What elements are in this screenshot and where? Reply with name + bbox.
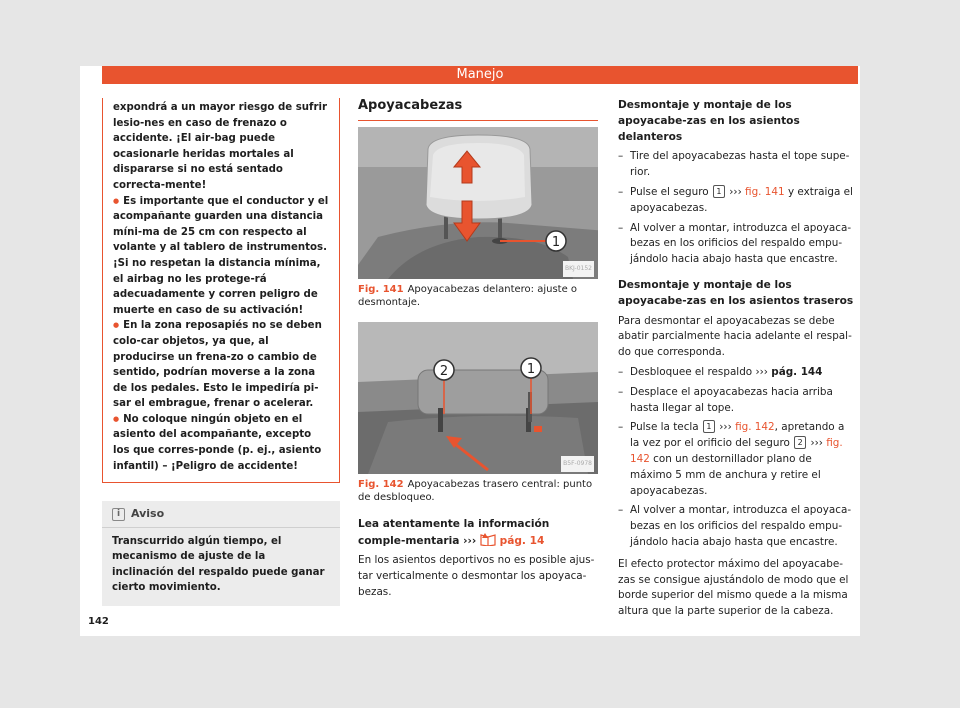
note-text: Transcurrido algún tiempo, el mecanismo de ajuste de la inclinación del respaldo puede ganar cierto movimiento. xyxy=(112,536,325,594)
reference-arrow: ››› xyxy=(810,437,823,450)
note-header xyxy=(102,501,340,528)
section-title: Apoyacabezas xyxy=(358,98,598,121)
figure-link[interactable]: fig. 141 xyxy=(745,185,785,198)
front-headrest-illustration xyxy=(358,127,598,279)
warning-box xyxy=(102,98,340,483)
figure-code: BKJ-0152 xyxy=(563,261,594,277)
figure-link[interactable]: fig. 142 xyxy=(735,421,775,434)
callout-1: 1 xyxy=(526,361,536,377)
warning-bullet: ● En la zona reposapiés no se deben colo-car objetos, ya que, al producirse un frena-zo o cambio de sentido, podrían moverse a la zona de los pedales. Esto le impediría pi-sar el embrague, frenar o acelerar. xyxy=(113,318,329,412)
figure-caption-text: Apoyacabezas trasero central: punto de desbloqueo. xyxy=(358,478,593,504)
figure-label: Fig. 141 xyxy=(358,283,404,295)
step-item: – Desbloquee el respaldo ››› pág. 144 xyxy=(618,365,856,381)
page-number: 142 xyxy=(88,616,109,627)
reference-arrow: ››› xyxy=(755,365,768,378)
body-text: El efecto protector máximo del apoyacabe-zas se consigue ajustándolo de modo que el borde superior del mismo quede a la misma altura que la parte superior de la cabeza. xyxy=(618,557,849,618)
step-item: – Pulse la tecla 1 ››› fig. 142, apretando a la vez por el orificio del seguro 2 ››› fig. 142 con un destornillador plano de máximo 5 mm de anchura y retire el apoyacabezas. xyxy=(618,420,856,499)
callout-2: 2 xyxy=(439,363,449,379)
body-text: Para desmontar el apoyacabezas se debe abatir parcialmente hacia adelante el respal-do que corresponda. xyxy=(618,314,852,359)
warning-bullet: ● Es importante que el conductor y el acompañante guarden una distancia míni-ma de 25 cm con respecto al volante y al tablero de instrumentos. ¡Si no respetan la distancia mínima, el airbag no les protege-rá adecuadamente y corren peligro de muerte en caso de su activación! xyxy=(113,194,329,319)
warning-paragraph: expondrá a un mayor riesgo de sufrir lesio-nes en caso de frenazo o accidente. ¡El air-bag puede ocasionarle heridas mortales al dispararse si no está sentado correcta-mente! xyxy=(113,102,327,191)
figure-code: B5F-0978 xyxy=(561,456,594,472)
page-reference[interactable]: pág. 14 xyxy=(499,534,545,547)
step-item: – Al volver a montar, introduzca el apoyaca-bezas en los orificios del respaldo empu-jándolo hacia abajo hasta que encastre. xyxy=(618,221,856,268)
info-icon: i xyxy=(112,508,125,521)
left-column xyxy=(102,98,340,606)
reference-arrow: ››› xyxy=(463,534,477,547)
middle-column xyxy=(358,98,598,603)
subheading-rear: Desmontaje y montaje de los apoyacabe-zas en los asientos traseros xyxy=(618,278,854,307)
figure-label: Fig. 142 xyxy=(358,478,404,490)
step-item: – Tire del apoyacabezas hasta el tope supe-rior. xyxy=(618,149,856,181)
reference-arrow: ››› xyxy=(729,185,742,198)
subheading-front: Desmontaje y montaje de los apoyacabe-zas en los asientos delanteros xyxy=(618,99,800,143)
step-item: – Pulse el seguro 1 ››› fig. 141 y extraiga el apoyacabezas. xyxy=(618,185,856,217)
figure-link[interactable]: fig. 142 xyxy=(630,437,843,465)
rear-headrest-illustration xyxy=(358,322,598,474)
note-box xyxy=(102,501,340,605)
step-item: – Desplace el apoyacabezas hacia arriba hasta llegar al tope. xyxy=(618,385,856,417)
body-text: En los asientos deportivos no es posible ajus-tar verticalmente o desmontar los apoyaca-bezas. xyxy=(358,554,595,598)
figure-rear-headrest xyxy=(358,322,598,474)
section-header: Manejo xyxy=(102,66,858,84)
note-title: Aviso xyxy=(131,507,165,521)
figure-caption xyxy=(358,283,598,310)
figure-front-headrest xyxy=(358,127,598,279)
reference-arrow: ››› xyxy=(719,421,732,434)
step-item: – Al volver a montar, introduzca el apoyaca-bezas en los orificios del respaldo empu-jándolo hacia abajo hasta que encastre. xyxy=(618,503,856,550)
callout-1: 1 xyxy=(551,234,561,250)
figure-caption xyxy=(358,478,598,505)
callout-badge: 2 xyxy=(794,436,806,449)
right-column xyxy=(618,98,856,622)
warning-book-icon xyxy=(480,533,496,546)
figure-caption-text: Apoyacabezas delantero: ajuste o desmontaje. xyxy=(358,283,578,309)
read-more-heading: Lea atentamente la información comple-mentaria ››› pág. 14 xyxy=(358,517,550,547)
warning-bullet: ● No coloque ningún objeto en el asiento del acompañante, excepto los que corres-ponde (p. ej., asiento infantil) – ¡Peligro de accidente! xyxy=(113,412,329,474)
page-reference[interactable]: pág. 144 xyxy=(771,365,823,378)
callout-badge: 1 xyxy=(713,185,725,198)
callout-badge: 1 xyxy=(703,420,715,433)
